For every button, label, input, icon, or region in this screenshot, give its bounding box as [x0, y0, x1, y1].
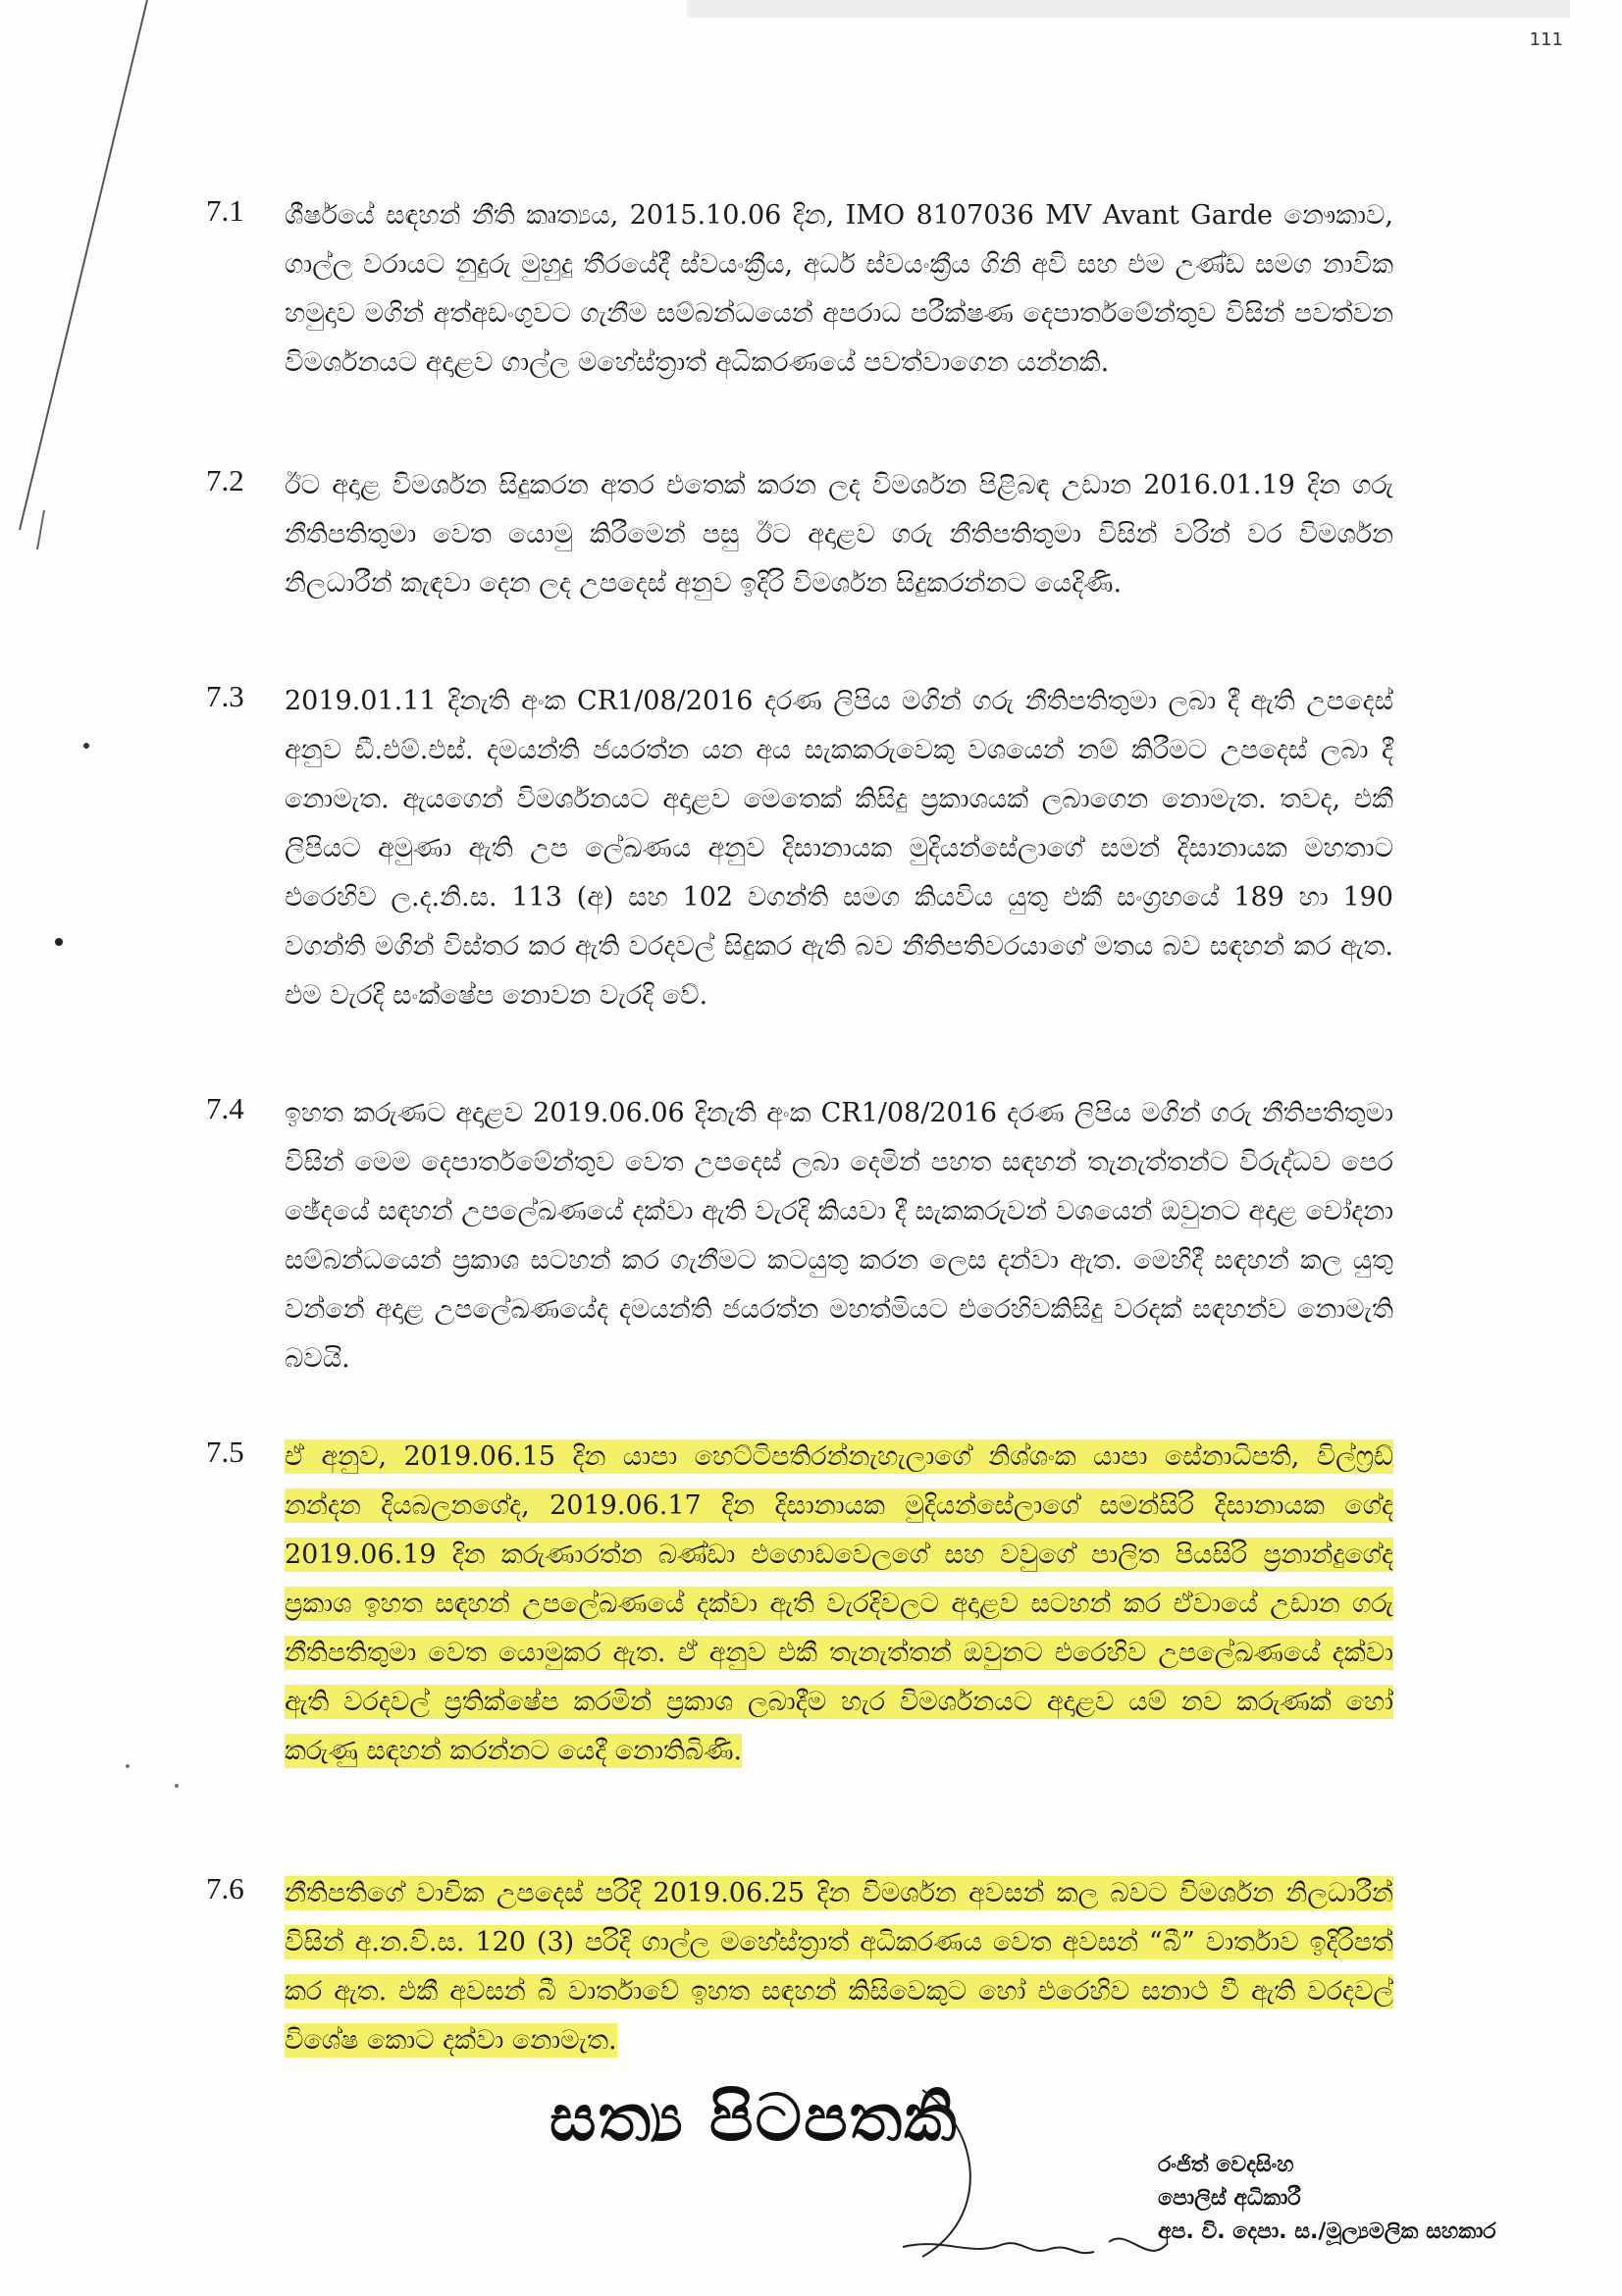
paragraph-7-2 [206, 461, 1393, 608]
paragraph-7-4 [206, 1089, 1393, 1383]
paragraph-7-5 [206, 1433, 1393, 1776]
paragraph-text [285, 1869, 1393, 2065]
paragraph-text: ඊට අදාළ විමර්ශන සිදුකරන අතර එතෙක් කරන ලද විමර්ශන පිළිබඳ උඩාන 2016.01.19 දින ගරු නීතිපතිතුමා වෙත යොමු කිරීමෙන් පසු ඊට අදාළව ගරු නීතිපතිතුමා විසින් වරින් වර විමර්ශන නිලධාරීන් කැඳවා දෙන ලද උපදෙස් අනුව ඉදිරි විමර්ශන සිදුකරන්නට යෙදිණි. [285, 470, 1393, 599]
signatory-unit: අප. වි. දෙපා. ස./මූල්‍යමලික සහකාර [1158, 2219, 1496, 2244]
paragraph-7-1 [206, 191, 1393, 388]
paragraph-number: 7.2 [206, 463, 244, 497]
paragraph-text: 2019.01.11 දිනැති අංක CR1/08/2016 දරණ ලිපිය මගින් ගරු නීතිපතිතුමා ලබා දී ඇති උපදෙස් අනුව ඩී.එම්.එස්. දමයන්ති ජයරත්න යන අය සැකකරුවෙකු වශයෙන් නම් කිරීමට උපදෙස් ලබා දී නොමැත. ඇයගෙන් විමර්ශනයට අදාළව මෙතෙක් කිසිදු ප්‍රකාශයක් ලබාගෙන නොමැත. තවද, එකී ලිපියට අමුණා ඇති උප ලේඛණය අනුව දිසානායක මුදියන්සේලාගේ සමන් දිසානායක මහතාට එරෙහිව ල.ද.නි.ස. 113 (අ) සහ 102 වගන්ති සමග කියවිය යුතු එකී සංග්‍රහයේ 189 හා 190 වගන්ති මගින් විස්තර කර ඇති වරදවල් සිදුකර ඇති බව නීතිපතිවරයාගේ මතය බව සඳහන් කර ඇත. එම වැරදි සංක්ෂේප නොවන වැරදි වේ. [285, 686, 1393, 1011]
signatory-name: රංජිත් වෙදසිංහ [1158, 2153, 1294, 2177]
signatory-title: පොලිස් අධිකාරී [1158, 2186, 1301, 2211]
signature-block [1158, 2149, 1570, 2249]
paragraph-7-6 [206, 1869, 1393, 2065]
highlighted-text: නීතිපතිගේ වාචික උපදෙස් පරිදි 2019.06.25 දින විමර්ශන අවසන් කල බවට විමර්ශන නිලධාරීන් විසින් අ.න.වි.ස. 120 (3) පරිදි ගාල්ල මහේස්ත්‍රාත් අධිකරණය වෙත අවසන් “බී” වාර්තාව ඉදිරිපත් කර ඇත. එකී අවසන් බී වාර්තාවේ ඉහත සඳහන් කිසිවෙකුට හෝ එරෙහිව සනාථ වී ඇති වරදවල් විශේෂ කොට දක්වා නොමැත. [285, 1878, 1393, 2056]
certified-copy-stamp: සත්‍ය පිටපතකි [549, 2080, 959, 2156]
paragraph-number: 7.4 [206, 1091, 244, 1125]
paragraph-text: ඉහත කරුණට අදාළව 2019.06.06 දිනැති අංක CR1/08/2016 දරණ ලිපිය මගින් ගරු නීතිපතිතුමා විසින් මෙම දෙපාර්තමේන්තුව වෙත උපදෙස් ලබා දෙමින් පහත සඳහන් තැනැත්තන්ට විරුද්ධව පෙර ඡේදයේ සඳහන් උපලේඛණයේ දක්වා ඇති වැරදි කියවා දී සැකකරුවන් වශයෙන් ඔවුනට අදාළ චෝදනා සම්බන්ධයෙන් ප්‍රකාශ සටහන් කර ගැනීමට කටයුතු කරන ලෙස දන්වා ඇත. මෙහිදී සඳහන් කල යුතු වන්නේ අදාළ උපලේඛණයේද දමයන්ති ජයරත්න මහත්මියට එරෙහිවකිසිදු වරදක් සඳහන්ව නොමැති බවයි. [285, 1098, 1393, 1374]
paragraph-number: 7.5 [206, 1435, 244, 1469]
paragraph-text [285, 1433, 1393, 1776]
paragraph-number: 7.1 [206, 193, 244, 228]
highlighted-text: ඒ අනුව, 2019.06.15 දින යාපා හෙට්ටිපතිරන්නැහැලාගේ නිශ්ශංක යාපා සේනාධිපති, විල්ෆ්‍රඩ් නන්දන දියබලනගේද, 2019.06.17 දින දිසානායක මුදියන්සේලාගේ සමන්සිරි දිසානායක ගේද 2019.06.19 දින කරුණාරත්න බණ්ඩා එගොඩවෙලගේ සහ වවුගේ පාලිත පියසිරි ප්‍රනාන්දුගේද ප්‍රකාශ ඉහත සඳහන් උපලේඛණයේ දක්වා ඇති වැරදිවලට අදාළව සටහන් කර ඒවායේ උඩාන ගරු නීතිපතිතුමා වෙත යොමුකර ඇත. ඒ අනුව එකී තැනැත්තන් ඔවුනට එරෙහිව උපලේඛණයේ දක්වා ඇති වරදවල් ප්‍රතික්ෂේප කරමින් ප්‍රකාශ ලබාදීම හැර විමර්ශනයට අදාළව යම් නව කරුණක් හෝ කරුණු සඳහන් කරන්නට යෙදී නොතිබිණි. [285, 1441, 1393, 1766]
page-number: 111 [1529, 29, 1563, 50]
paragraph-number: 7.3 [206, 679, 244, 713]
paragraph-7-3 [206, 677, 1393, 1020]
paragraph-number: 7.6 [206, 1871, 244, 1905]
paragraph-text: ශීර්ෂයේ සඳහන් නීති කෘත්‍යය, 2015.10.06 දින, IMO 8107036 MV Avant Garde නෞකාව, ගාල්ල වරායට නුදුරු මුහුදු තීරයේදී ස්වයංක්‍රීය, අර්ධ ස්වයංක්‍රීය ගිනි අවි සහ එම උණ්ඩ සමග නාවික හමුදාව මගින් අත්අඩංගුවට ගැනීම සම්බන්ධයෙන් අපරාධ පරීක්ෂණ දෙපාර්තමේන්තුව විසින් පවත්වන විමර්ශනයට අදාළව ගාල්ල මහේස්ත්‍රාත් අධිකරණයේ පවත්වාගෙන යන්නකි. [285, 200, 1393, 378]
